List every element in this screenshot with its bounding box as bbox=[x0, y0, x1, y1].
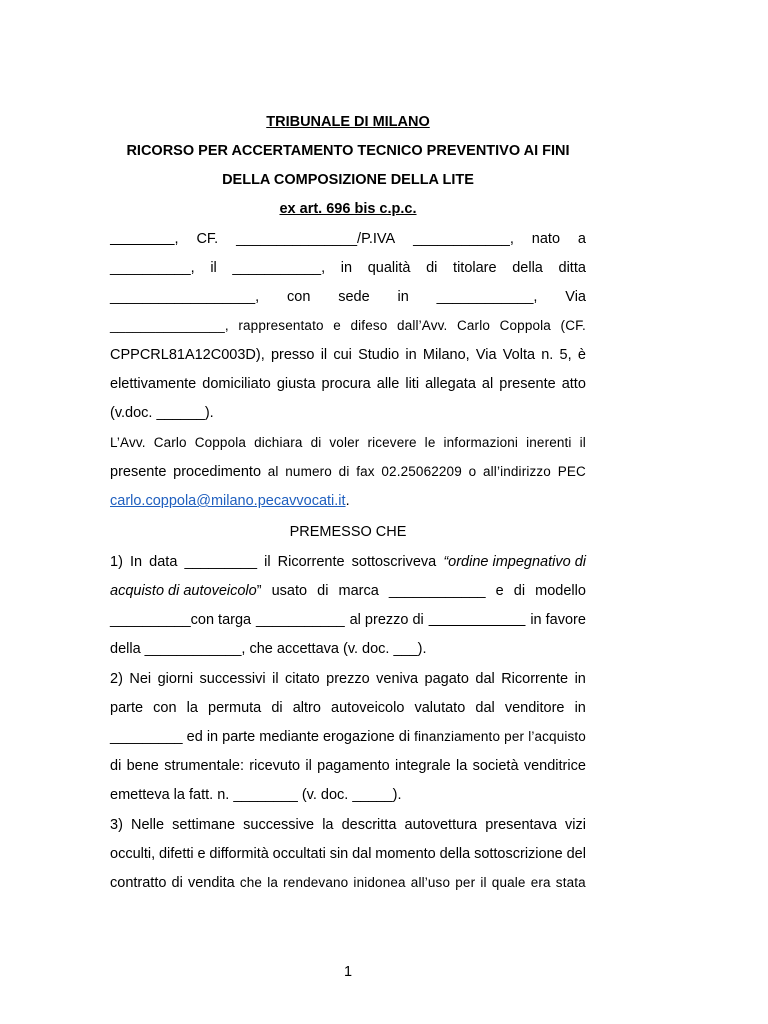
p2-line-5: emetteva la fatt. n. ________ (v. doc. _____). bbox=[110, 787, 402, 803]
word: marca bbox=[338, 583, 379, 599]
word: dal bbox=[475, 671, 495, 687]
word: di bbox=[338, 464, 350, 479]
word: nato bbox=[531, 231, 561, 247]
word: elettivamente bbox=[110, 376, 197, 392]
word: in bbox=[405, 347, 417, 363]
document-page bbox=[110, 0, 586, 1024]
p1-line-1 bbox=[110, 553, 586, 571]
word: _________ bbox=[110, 729, 183, 745]
word: di bbox=[317, 583, 329, 599]
word: liti bbox=[405, 376, 420, 392]
word: il bbox=[579, 435, 586, 450]
word: giusta bbox=[276, 376, 316, 392]
word: Nei bbox=[129, 671, 152, 687]
pec-email-link[interactable]: carlo.coppola@milano.pecavvocati.it bbox=[110, 493, 346, 509]
word: di bbox=[171, 875, 183, 891]
word: all’indirizzo bbox=[482, 464, 551, 479]
word: voler bbox=[329, 435, 360, 450]
court-heading: TRIBUNALE DI MILANO bbox=[266, 114, 430, 130]
word: Via bbox=[475, 347, 497, 363]
word: successivi bbox=[199, 671, 266, 687]
word: il bbox=[210, 260, 217, 276]
word: allegata bbox=[425, 376, 476, 392]
word: inerenti bbox=[526, 435, 572, 450]
word: fax bbox=[356, 464, 375, 479]
word: momento bbox=[375, 846, 436, 862]
word: ricevuto bbox=[249, 758, 301, 774]
word: Carlo bbox=[457, 318, 491, 333]
word: vendita bbox=[187, 875, 235, 891]
p2-line-1 bbox=[110, 670, 586, 688]
word: prezzo bbox=[326, 671, 370, 687]
intro-line-5 bbox=[110, 346, 586, 364]
word: società bbox=[472, 758, 519, 774]
word: ricevere bbox=[367, 435, 417, 450]
word: (CF. bbox=[560, 318, 586, 333]
word: al bbox=[481, 376, 494, 392]
word: vizi bbox=[565, 817, 586, 833]
word: data bbox=[149, 554, 178, 570]
word: altro bbox=[292, 700, 321, 716]
intro-line-6 bbox=[110, 375, 586, 393]
word: a bbox=[577, 231, 586, 247]
word: al bbox=[267, 464, 279, 479]
word: il bbox=[320, 347, 328, 363]
word: alle bbox=[376, 376, 400, 392]
word: Volta bbox=[502, 347, 536, 363]
word: Ricorrente bbox=[277, 554, 345, 570]
word: ___________ bbox=[256, 612, 345, 628]
word: In bbox=[129, 554, 143, 570]
word: numero bbox=[285, 464, 332, 479]
word: in bbox=[574, 700, 586, 716]
pec-line-1 bbox=[110, 434, 586, 452]
article-reference: ex art. 696 bis c.p.c. bbox=[279, 201, 417, 217]
word: ed bbox=[186, 729, 203, 745]
word: titolare bbox=[453, 260, 497, 276]
word: parte bbox=[110, 700, 144, 716]
word: ________, bbox=[110, 231, 179, 247]
word: sottoscrizione bbox=[474, 846, 563, 862]
word: in bbox=[574, 671, 586, 687]
word: ____________ bbox=[388, 583, 486, 599]
word: in bbox=[397, 289, 409, 305]
word: Via bbox=[565, 289, 586, 305]
word: valutato bbox=[414, 700, 466, 716]
word: all’uso bbox=[410, 875, 451, 890]
word: veniva bbox=[376, 671, 419, 687]
word: del bbox=[566, 846, 586, 862]
word: bene bbox=[126, 758, 159, 774]
word: procura bbox=[321, 376, 371, 392]
word: difformità bbox=[209, 846, 269, 862]
word: in bbox=[340, 260, 353, 276]
word: quale bbox=[491, 875, 526, 890]
p2-line-2 bbox=[110, 699, 586, 717]
word: venditore bbox=[504, 700, 565, 716]
word: in favore bbox=[530, 612, 586, 628]
pec-line-3: carlo.coppola@milano.pecavvocati.it. bbox=[110, 493, 350, 509]
intro-line-3 bbox=[110, 288, 586, 306]
word: che bbox=[239, 875, 263, 890]
word: occultati bbox=[272, 846, 326, 862]
word: Carlo bbox=[153, 435, 187, 450]
word: _________ bbox=[184, 554, 258, 570]
word: presentava bbox=[485, 817, 557, 833]
word: ____________, bbox=[413, 231, 514, 247]
word: il bbox=[305, 758, 312, 774]
word: sin bbox=[329, 846, 349, 862]
word: di bbox=[398, 729, 411, 745]
word: rendevano bbox=[283, 875, 349, 890]
word: per bbox=[455, 875, 476, 890]
p3-line-1 bbox=[110, 816, 586, 834]
word: ___________, bbox=[232, 260, 326, 276]
word: e bbox=[495, 583, 504, 599]
word: Studio bbox=[358, 347, 400, 363]
word: “ordine impegnativo di bbox=[443, 554, 586, 570]
word: di bbox=[513, 583, 526, 599]
word: acquisto di autoveicolo” bbox=[110, 583, 262, 599]
word: il bbox=[480, 875, 487, 890]
word: difetti bbox=[158, 846, 194, 862]
p1-line-4: della ____________, che accettava (v. doc. ___). bbox=[110, 641, 427, 657]
p3-line-2 bbox=[110, 845, 586, 863]
word: inidonea bbox=[353, 875, 406, 890]
word: 3) bbox=[110, 817, 123, 833]
word: era bbox=[530, 875, 551, 890]
word: la bbox=[186, 700, 198, 716]
word: dal bbox=[352, 846, 372, 862]
word: ditta bbox=[558, 260, 586, 276]
word: rappresentato bbox=[238, 318, 324, 333]
word: Nelle bbox=[131, 817, 165, 833]
price-blank: ____________ bbox=[428, 612, 526, 628]
word: Ricorrente bbox=[501, 671, 569, 687]
word: descritta bbox=[341, 817, 397, 833]
p3-line-3 bbox=[110, 874, 586, 892]
word: pagato bbox=[424, 671, 469, 687]
p1-line-3 bbox=[110, 611, 586, 629]
word: o bbox=[468, 464, 477, 479]
word: al prezzo di bbox=[349, 612, 424, 628]
word: Milano, bbox=[422, 347, 470, 363]
word: pagamento bbox=[317, 758, 390, 774]
word: cui bbox=[333, 347, 352, 363]
word: atto bbox=[561, 376, 586, 392]
word: Coppola bbox=[194, 435, 247, 450]
word: sede bbox=[338, 289, 370, 305]
word: venditrice bbox=[523, 758, 586, 774]
word: la bbox=[322, 817, 334, 833]
word: CPPCRL81A12C003D), bbox=[110, 347, 265, 363]
word: citato bbox=[285, 671, 320, 687]
word: della bbox=[512, 260, 543, 276]
word: usato bbox=[271, 583, 308, 599]
word: qualità bbox=[367, 260, 411, 276]
word: PEC bbox=[557, 464, 586, 479]
word: _______________, bbox=[110, 318, 229, 333]
word: giorni bbox=[157, 671, 194, 687]
word: della bbox=[439, 846, 471, 862]
word: l’acquisto bbox=[528, 729, 586, 744]
word: il bbox=[272, 671, 279, 687]
word: modello bbox=[535, 583, 586, 599]
word: difeso bbox=[350, 318, 388, 333]
word: la bbox=[455, 758, 468, 774]
premesso-heading: PREMESSO CHE bbox=[289, 524, 407, 540]
word: mediante bbox=[259, 729, 319, 745]
word: le bbox=[424, 435, 436, 450]
word: presente bbox=[499, 376, 556, 392]
word: e bbox=[333, 318, 341, 333]
word: in bbox=[206, 729, 219, 745]
word: L’Avv. bbox=[110, 435, 146, 450]
word: dichiara bbox=[254, 435, 303, 450]
word: presente bbox=[110, 464, 167, 480]
word: il bbox=[264, 554, 271, 570]
title-line-2: DELLA COMPOSIZIONE DELLA LITE bbox=[222, 172, 474, 188]
word: 1) bbox=[110, 554, 123, 570]
page-number: 1 bbox=[343, 964, 353, 980]
word: occulti, bbox=[110, 846, 156, 862]
p2-line-4 bbox=[110, 757, 586, 775]
word: integrale bbox=[395, 758, 451, 774]
word: informazioni bbox=[443, 435, 519, 450]
word: CF. bbox=[196, 231, 219, 247]
word: parte bbox=[222, 729, 256, 745]
word: ____________, bbox=[436, 289, 538, 305]
intro-line-2 bbox=[110, 259, 586, 277]
word: erogazione bbox=[322, 729, 395, 745]
word: autovettura bbox=[404, 817, 478, 833]
word: con bbox=[287, 289, 311, 305]
word: domiciliato bbox=[202, 376, 271, 392]
word: __________________, bbox=[110, 289, 260, 305]
word: finanziamento bbox=[414, 729, 501, 744]
word: presso bbox=[270, 347, 315, 363]
word: contratto bbox=[110, 875, 167, 891]
word: 2) bbox=[110, 671, 123, 687]
word: permuta bbox=[208, 700, 262, 716]
intro-line-4 bbox=[110, 317, 586, 335]
word: la bbox=[267, 875, 279, 890]
word: settimane bbox=[172, 817, 236, 833]
intro-line-7: (v.doc. ______). bbox=[110, 405, 214, 421]
party-name-blank: ________ bbox=[110, 231, 175, 247]
title-line-1: RICORSO PER ACCERTAMENTO TECNICO PREVENTIVO AI FINI bbox=[126, 143, 570, 159]
word: Coppola bbox=[499, 318, 551, 333]
word: procedimento bbox=[173, 464, 262, 480]
p1-line-2 bbox=[110, 582, 586, 600]
pec-line-2 bbox=[110, 463, 586, 481]
word: dall’Avv. bbox=[397, 318, 448, 333]
word: _______________/P.IVA bbox=[236, 231, 396, 247]
word: e bbox=[197, 846, 206, 862]
word: autoveicolo bbox=[331, 700, 405, 716]
word: di bbox=[310, 435, 322, 450]
intro-line-1 bbox=[110, 230, 586, 248]
word: strumentale: bbox=[164, 758, 244, 774]
word: è bbox=[577, 347, 586, 363]
word: stata bbox=[555, 875, 586, 890]
word: 02.25062209 bbox=[381, 464, 462, 479]
word: 5, bbox=[559, 347, 572, 363]
word: __________con targa bbox=[110, 612, 252, 628]
word: di bbox=[110, 758, 122, 774]
word: di bbox=[426, 260, 438, 276]
word: __________, bbox=[110, 260, 195, 276]
p2-line-3 bbox=[110, 728, 586, 746]
word: con bbox=[153, 700, 177, 716]
word: successive bbox=[243, 817, 315, 833]
word: sottoscriveva bbox=[351, 554, 437, 570]
word: di bbox=[271, 700, 283, 716]
word: n. bbox=[541, 347, 554, 363]
word: dal bbox=[475, 700, 495, 716]
word: per bbox=[504, 729, 525, 744]
